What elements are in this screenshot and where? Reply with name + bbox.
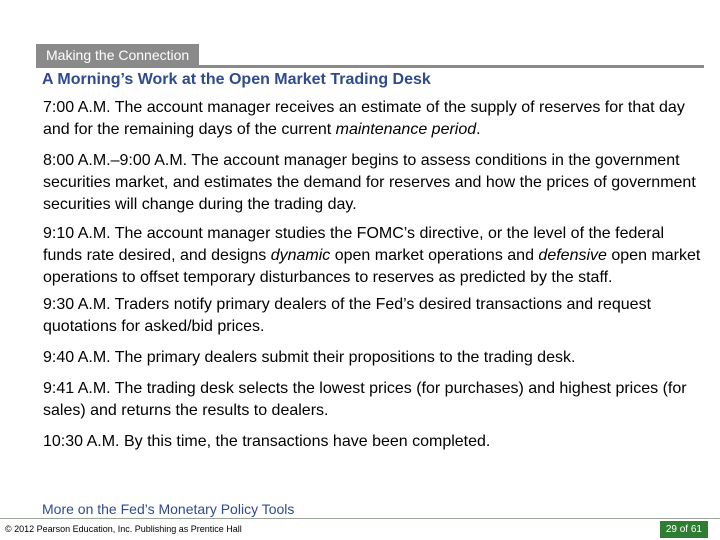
entry-text: The trading desk selects the lowest prices (for purchases) and highest prices (for sales) and returns the results to dealers. xyxy=(43,380,687,419)
entry-text: The account manager begins to assess conditions in the government securities market, and estimates the demand for reserves and how the prices of government securities will change during the trading day. xyxy=(43,152,696,213)
entry-text: open market operations and xyxy=(330,247,539,264)
entry-emphasis: maintenance period xyxy=(335,121,477,138)
entry-text: Traders notify primary dealers of the Fed’s desired transactions and request quotations for asked/bid prices. xyxy=(43,296,652,335)
entry-time: 7:00 A.M. xyxy=(43,99,111,116)
entry-text: The primary dealers submit their propositions to the trading desk. xyxy=(110,349,576,366)
entry-emphasis: defensive xyxy=(538,247,607,264)
timeline-entry xyxy=(43,347,703,369)
entry-text: By this time, the transactions have been completed. xyxy=(119,433,491,450)
timeline-entry xyxy=(43,431,703,453)
entry-emphasis: dynamic xyxy=(270,247,331,264)
entry-text: . xyxy=(476,121,481,138)
entry-time: 9:40 A.M. xyxy=(43,349,111,366)
entry-time: 9:10 A.M. xyxy=(43,225,111,242)
entry-time: 10:30 A.M. xyxy=(43,433,120,450)
copyright-text: © 2012 Pearson Education, Inc. Publishing as Prentice Hall xyxy=(5,524,242,534)
footer-divider xyxy=(0,518,720,519)
timeline-entry xyxy=(43,223,703,289)
section-tab: Making the Connection xyxy=(36,44,199,66)
entry-time: 8:00 A.M.–9:00 A.M. xyxy=(43,152,188,169)
page-title: A Morning’s Work at the Open Market Trading Desk xyxy=(42,71,431,88)
timeline-list xyxy=(43,97,703,462)
timeline-entry xyxy=(43,378,703,422)
entry-time: 9:41 A.M. xyxy=(43,380,111,397)
entry-text: The account manager receives an estimate of the supply of reserves for that day and for the remaining days of the current xyxy=(43,99,685,138)
page-number-badge: 29 of 61 xyxy=(660,521,708,538)
slide-footer xyxy=(0,518,720,540)
entry-time: 9:30 A.M. xyxy=(43,296,111,313)
more-on-link[interactable]: More on the Fed’s Monetary Policy Tools xyxy=(42,501,295,517)
timeline-entry xyxy=(43,150,703,216)
timeline-entry xyxy=(43,97,703,141)
entry-text: The account manager studies the FOMC’s directive, or the level of the federal funds rate desired, and designs xyxy=(43,225,665,264)
timeline-entry xyxy=(43,294,703,338)
header-rule xyxy=(36,65,704,68)
entry-text: open market operations to offset temporary disturbances to reserves as predicted by the staff. xyxy=(43,247,701,286)
